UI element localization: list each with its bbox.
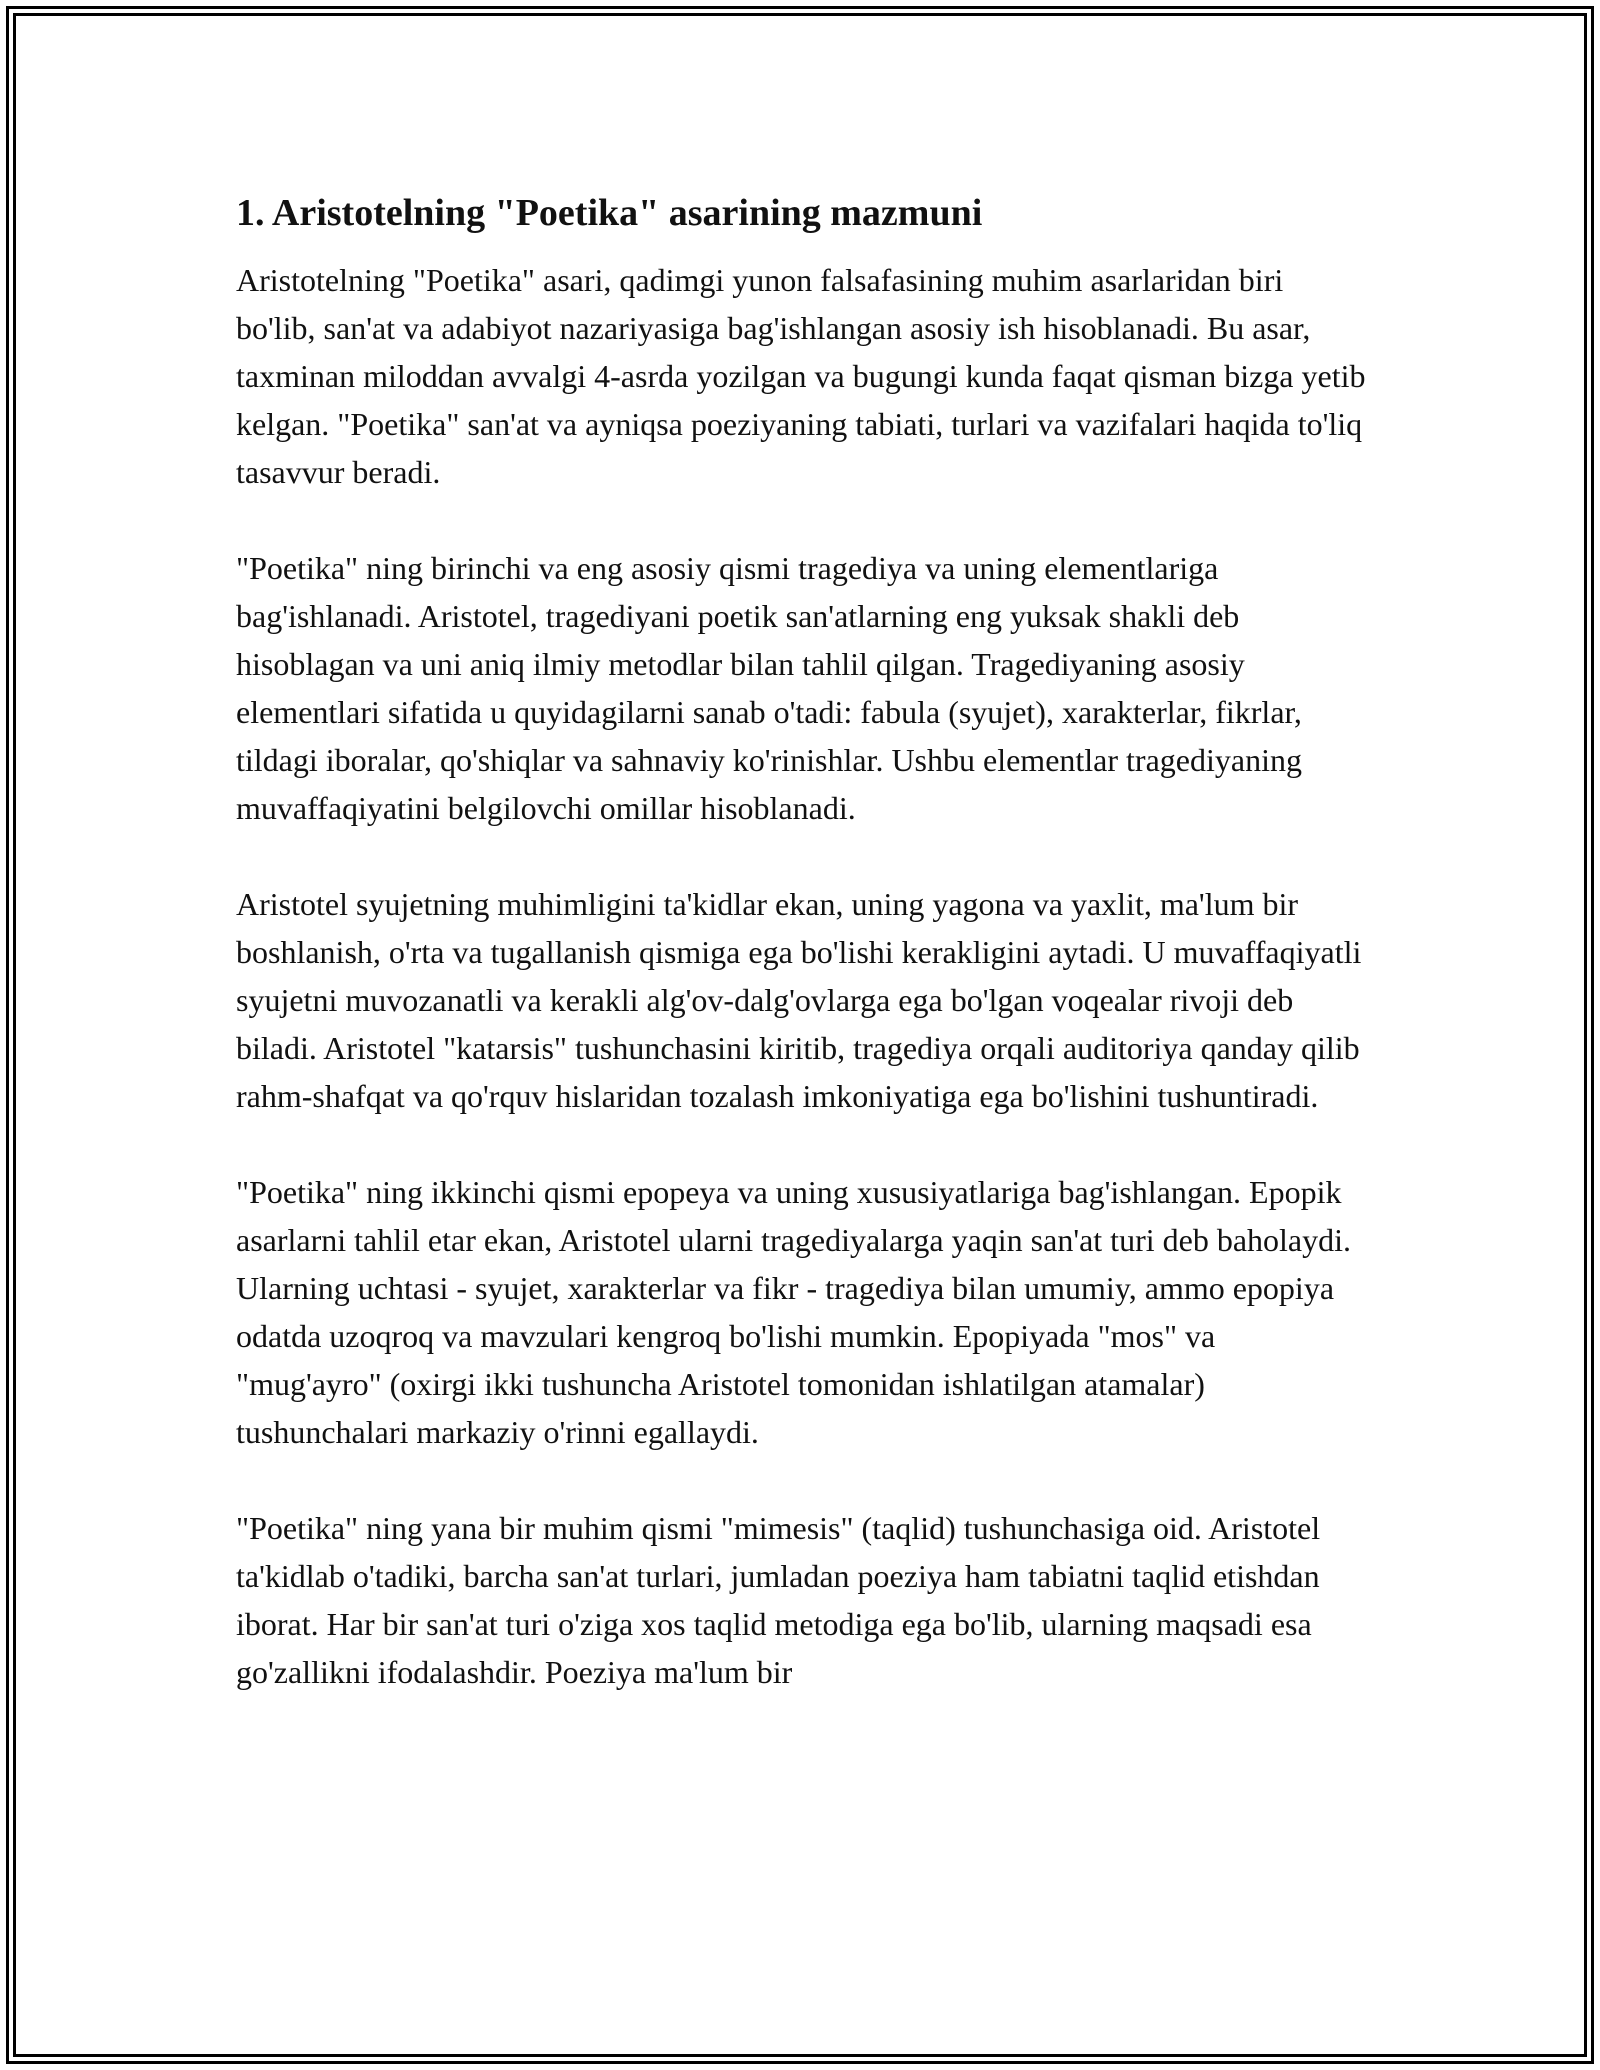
section-title: 1. Aristotelning "Poetika" asarining mazmuni [236, 192, 983, 234]
paragraph-2: "Poetika" ning birinchi va eng asosiy qismi tragediya va uning elementlariga bag'ishlanadi. Aristotel, tragediyani poetik san'atlarning eng yuksak shakli deb hisoblagan va uni aniq ilmiy metodlar bilan tahlil qilgan. Tragediyaning asosiy elementlari sifatida u quyidagilarni sanab o'tadi: fabula (syujet), xarakterlar, fikrlar, tildagi iboralar, qo'shiqlar va sahnaviy ko'rinishlar. Ushbu elementlar tragediyaning muvaffaqiyatini belgilovchi omillar hisoblanadi. [236, 550, 1302, 826]
paragraph-1: Aristotelning "Poetika" asari, qadimgi yunon falsafasining muhim asarlaridan biri bo'lib, san'at va adabiyot nazariyasiga bag'ishlangan asosiy ish hisoblanadi. Bu asar, taxminan miloddan avvalgi 4-asrda yozilgan va bugungi kunda faqat qisman bizga yetib kelgan. "Poetika" san'at va ayniqsa poeziyaning tabiati, turlari va vazifalari haqida to'liq tasavvur beradi. [236, 262, 1366, 490]
paragraph-5: "Poetika" ning yana bir muhim qismi "mimesis" (taqlid) tushunchasiga oid. Aristotel ta'kidlab o'tadiki, barcha san'at turlari, jumladan poeziya ham tabiatni taqlid etishdan iborat. Har bir san'at turi o'ziga xos taqlid metodiga ega bo'lib, ularning maqsadi esa go'zallikni ifodalashdir. Poeziya ma'lum bir [236, 1510, 1321, 1690]
paragraph-4: "Poetika" ning ikkinchi qismi epopeya va uning xususiyatlariga bag'ishlangan. Epopik asarlarni tahlil etar ekan, Aristotel ularni tragediyalarga yaqin san'at turi deb baholaydi. Ularning uchtasi - syujet, xarakterlar va fikr - tragediya bilan umumiy, ammo epopiya odatda uzoqroq va mavzulari kengroq bo'lishi mumkin. Epopiyada "mos" va "mug'ayro" (oxirgi ikki tushuncha Aristotel tomonidan ishlatilgan atamalar) tushunchalari markaziy o'rinni egallaydi. [236, 1174, 1351, 1450]
document-body [236, 186, 1366, 1744]
paragraph-3: Aristotel syujetning muhimligini ta'kidlar ekan, uning yagona va yaxlit, ma'lum bir boshlanish, o'rta va tugallanish qismiga ega bo'lishi kerakligini aytadi. U muvaffaqiyatli syujetni muvozanatli va kerakli alg'ov-dalg'ovlarga ega bo'lgan voqealar rivoji deb biladi. Aristotel "katarsis" tushunchasini kiritib, tragediya orqali auditoriya qanday qilib rahm-shafqat va qo'rquv hislaridan tozalash imkoniyatiga ega bo'lishini tushuntiradi. [236, 886, 1362, 1114]
